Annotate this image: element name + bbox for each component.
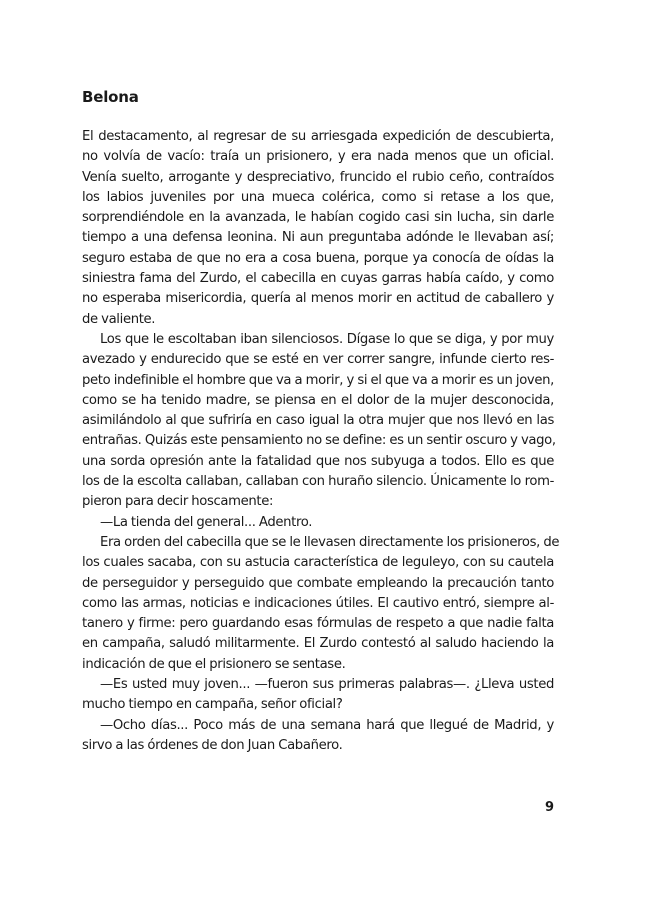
text-line: El destacamento, al regresar de su arriesgada expedición de descubierta, xyxy=(82,129,554,144)
text-line: Los que le escoltaban iban silenciosos. Dígase lo que se diga, y por muy xyxy=(100,331,554,347)
text-line: sirvo a las órdenes de don Juan Cabañero. xyxy=(82,737,343,753)
text-line: como las armas, noticias e indicaciones útiles. El cautivo entró, siempre al- xyxy=(82,595,554,611)
text-line: tanero y firme: pero guardando esas fórmulas de respeto a que nadie falta xyxy=(82,616,554,632)
text-line: Era orden del cabecilla que se le llevasen directamente los prisioneros, de xyxy=(100,534,560,550)
text-line: Venía suelto, arrogante y despreciativo, fruncido el rubio ceño, contraídos xyxy=(82,169,554,185)
text-line: seguro estaba de que no era a cosa buena, porque ya conocía de oídas la xyxy=(82,250,554,266)
text-line: peto indefinible el hombre que va a morir, y si el que va a morir es un joven, xyxy=(82,372,554,388)
text-line: sorprendiéndole en la avanzada, le habían cogido casi sin lucha, sin darle xyxy=(82,210,554,226)
text-line: los labios juveniles por una mueca colérica, como si retase a los que, xyxy=(82,189,554,205)
text-line: entrañas. Quizás este pensamiento no se define: es un sentir oscuro y vago, xyxy=(82,433,556,449)
text-line: de valiente. xyxy=(82,311,156,327)
text-line: mucho tiempo en campaña, señor oficial? xyxy=(82,697,343,713)
text-line: los cuales sacaba, con su astucia característica de leguleyo, con su cautela xyxy=(82,555,554,571)
text-line: como se ha tenido madre, se piensa en el dolor de la mujer desconocida, xyxy=(82,392,554,408)
body-text xyxy=(82,127,560,756)
text-line: —Ocho días... Poco más de una semana hará que llegué de Madrid, y xyxy=(100,717,554,733)
text-line: —La tienda del general... Adentro. xyxy=(100,514,313,530)
text-line: avezado y endurecido que se esté en ver correr sangre, infunde cierto res- xyxy=(82,352,554,368)
text-line: tiempo a una defensa leonina. Ni aun preguntaba adónde le llevaban así; xyxy=(82,230,554,246)
text-line: los de la escolta callaban, callaban con huraño silencio. Únicamente lo rom- xyxy=(82,474,554,490)
text-line: asimilándolo al que sufriría en caso igual la otra mujer que nos llevó en las xyxy=(82,413,554,429)
chapter-title: Belona xyxy=(82,88,139,106)
text-line: no esperaba misericordia, quería al menos morir en actitud de caballero y xyxy=(82,291,554,307)
text-line: pieron para decir hoscamente: xyxy=(82,494,274,510)
text-line: en campaña, saludó militarmente. El Zurdo contestó al saludo haciendo la xyxy=(82,636,554,652)
text-line: no volvía de vacío: traía un prisionero, y era nada menos que un oficial. xyxy=(82,149,554,165)
text-line: de perseguidor y perseguido que combate empleando la precaución tanto xyxy=(82,575,554,591)
text-line: indicación de que el prisionero se sentase. xyxy=(82,656,346,672)
page-number: 9 xyxy=(544,800,554,815)
text-line: una sorda opresión ante la fatalidad que nos subyuga a todos. Ello es que xyxy=(82,453,554,469)
text-line: siniestra fama del Zurdo, el cabecilla en cuyas garras había caído, y como xyxy=(82,271,554,287)
text-line: —Es usted muy joven... —fueron sus primeras palabras—. ¿Lleva usted xyxy=(100,677,554,693)
